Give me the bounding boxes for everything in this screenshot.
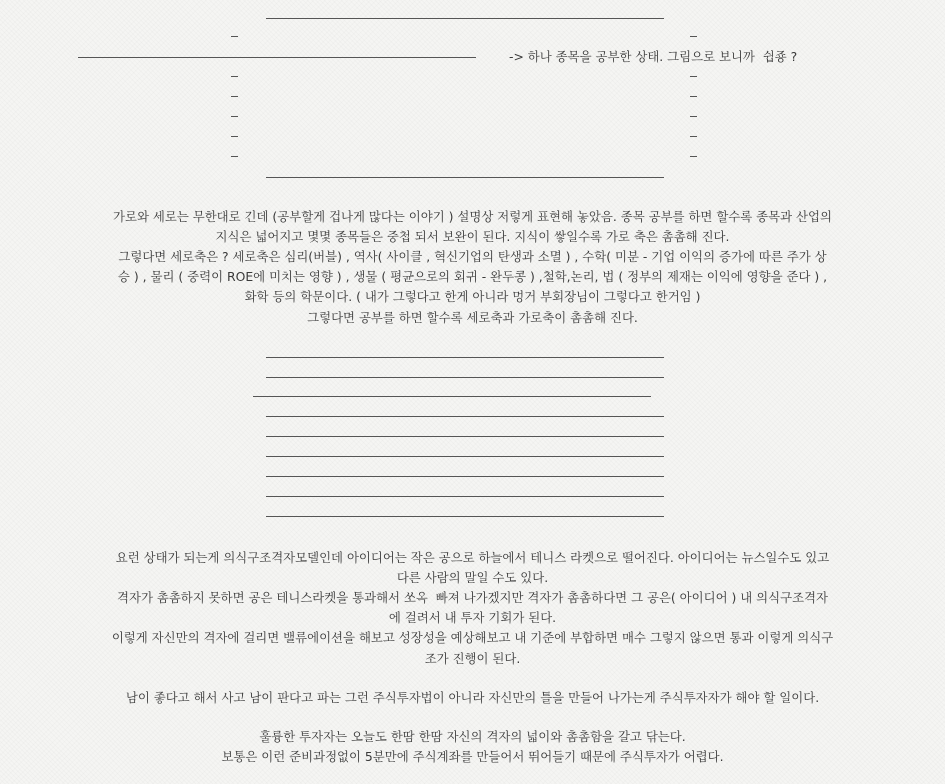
grid-annotation: -> 하나 종목을 공부한 상태. 그림으로 보니까 쉽죵 ?	[509, 49, 798, 64]
grid-top-border	[266, 18, 664, 19]
grid-right-tick	[690, 96, 697, 97]
paragraph-text: 조가 진행이 된다.	[424, 651, 521, 666]
grid-left-tick	[231, 156, 238, 157]
grid-line	[266, 416, 664, 417]
paragraph-text: 지식은 넓어지고 몇몇 종목들은 중첩 되서 보완이 된다. 지식이 쌓일수록 가로 축은 촘촘해 진다.	[215, 229, 730, 244]
paragraph-text: 가로와 세로는 무한대로 긴데 (공부할게 겁나게 많다는 이야기 ) 설명상 저렇게 표현해 놓았음. 종목 공부를 하면 할수록 종목과 산업의	[113, 209, 832, 224]
grid-middle-extended-line	[78, 57, 476, 58]
paragraph-text: 이렇게 자신만의 격자에 걸리면 밸류에이션을 해보고 성장성을 예상해보고 내 기준에 부합하면 매수 그렇지 않으면 통과 이렇게 의식구	[111, 630, 834, 645]
paragraph-text: 격자가 촘촘하지 못하면 공은 테니스라켓을 통과해서 쏘옥 빠져 나가겠지만 격자가 촘촘하다면 그 공은( 아이디어 ) 내 의식구조격자	[117, 590, 828, 605]
grid-left-tick	[231, 96, 238, 97]
paragraph-text: 승 ) , 물리 ( 중력이 ROE에 미치는 영향 ) , 생물 ( 평균으로의 회귀 - 완두콩 ) ,철학,논리, 법 ( 정부의 제재는 이익에 영향을 준다 ) ,	[117, 269, 828, 284]
paragraph-text: 보통은 이런 준비과정없이 5분만에 주식계좌를 만들어서 뛰어들기 때문에 주식투자가 어렵다.	[221, 749, 724, 764]
paragraph-text: 에 걸려서 내 투자 기회가 된다.	[388, 610, 557, 625]
grid-line	[253, 396, 651, 397]
grid-left-tick	[231, 76, 238, 77]
paragraph-text: 훌륭한 투자자는 오늘도 한땀 한땀 자신의 격자의 넓이와 촘촘함을 갈고 닦는다.	[259, 729, 686, 744]
grid-line	[266, 357, 664, 358]
paragraph-text: 그렇다면 세로축은 ? 세로축은 심리(버블) , 역사( 사이클 , 혁신기업의 탄생과 소멸 ) , 수학( 미분 - 기업 이익의 증가에 따른 주가 상	[118, 249, 827, 264]
grid-line	[266, 476, 664, 477]
paragraph-text: 그렇다면 공부를 하면 할수록 세로축과 가로축이 촘촘해 진다.	[307, 310, 638, 325]
grid-right-tick	[690, 76, 697, 77]
grid-line	[266, 436, 664, 437]
grid-line	[266, 456, 664, 457]
paragraph-text: 화학 등의 학문이다. ( 내가 그렇다고 한게 아니라 멍거 부회장님이 그렇다고 한거임 )	[244, 289, 701, 304]
paragraph-text: 다른 사람의 말일 수도 있다.	[396, 570, 549, 585]
grid-right-tick	[690, 116, 697, 117]
grid-left-tick	[231, 136, 238, 137]
grid-left-tick	[231, 116, 238, 117]
paragraph-text: 남이 좋다고 해서 사고 남이 판다고 파는 그런 주식투자법이 아니라 자신만의 틀을 만들어 나가는게 주식투자자가 해야 할 일이다.	[125, 690, 820, 705]
grid-line	[266, 496, 664, 497]
grid-left-tick	[231, 36, 238, 37]
paragraph-text: 요런 상태가 되는게 의식구조격자모델인데 아이디어는 작은 공으로 하늘에서 테니스 라켓으로 떨어진다. 아이디어는 뉴스일수도 있고	[115, 550, 830, 565]
grid-line	[266, 377, 664, 378]
grid-bottom-border	[266, 177, 664, 178]
grid-right-tick	[690, 156, 697, 157]
grid-right-tick	[690, 36, 697, 37]
grid-line	[266, 516, 664, 517]
grid-right-tick	[690, 136, 697, 137]
